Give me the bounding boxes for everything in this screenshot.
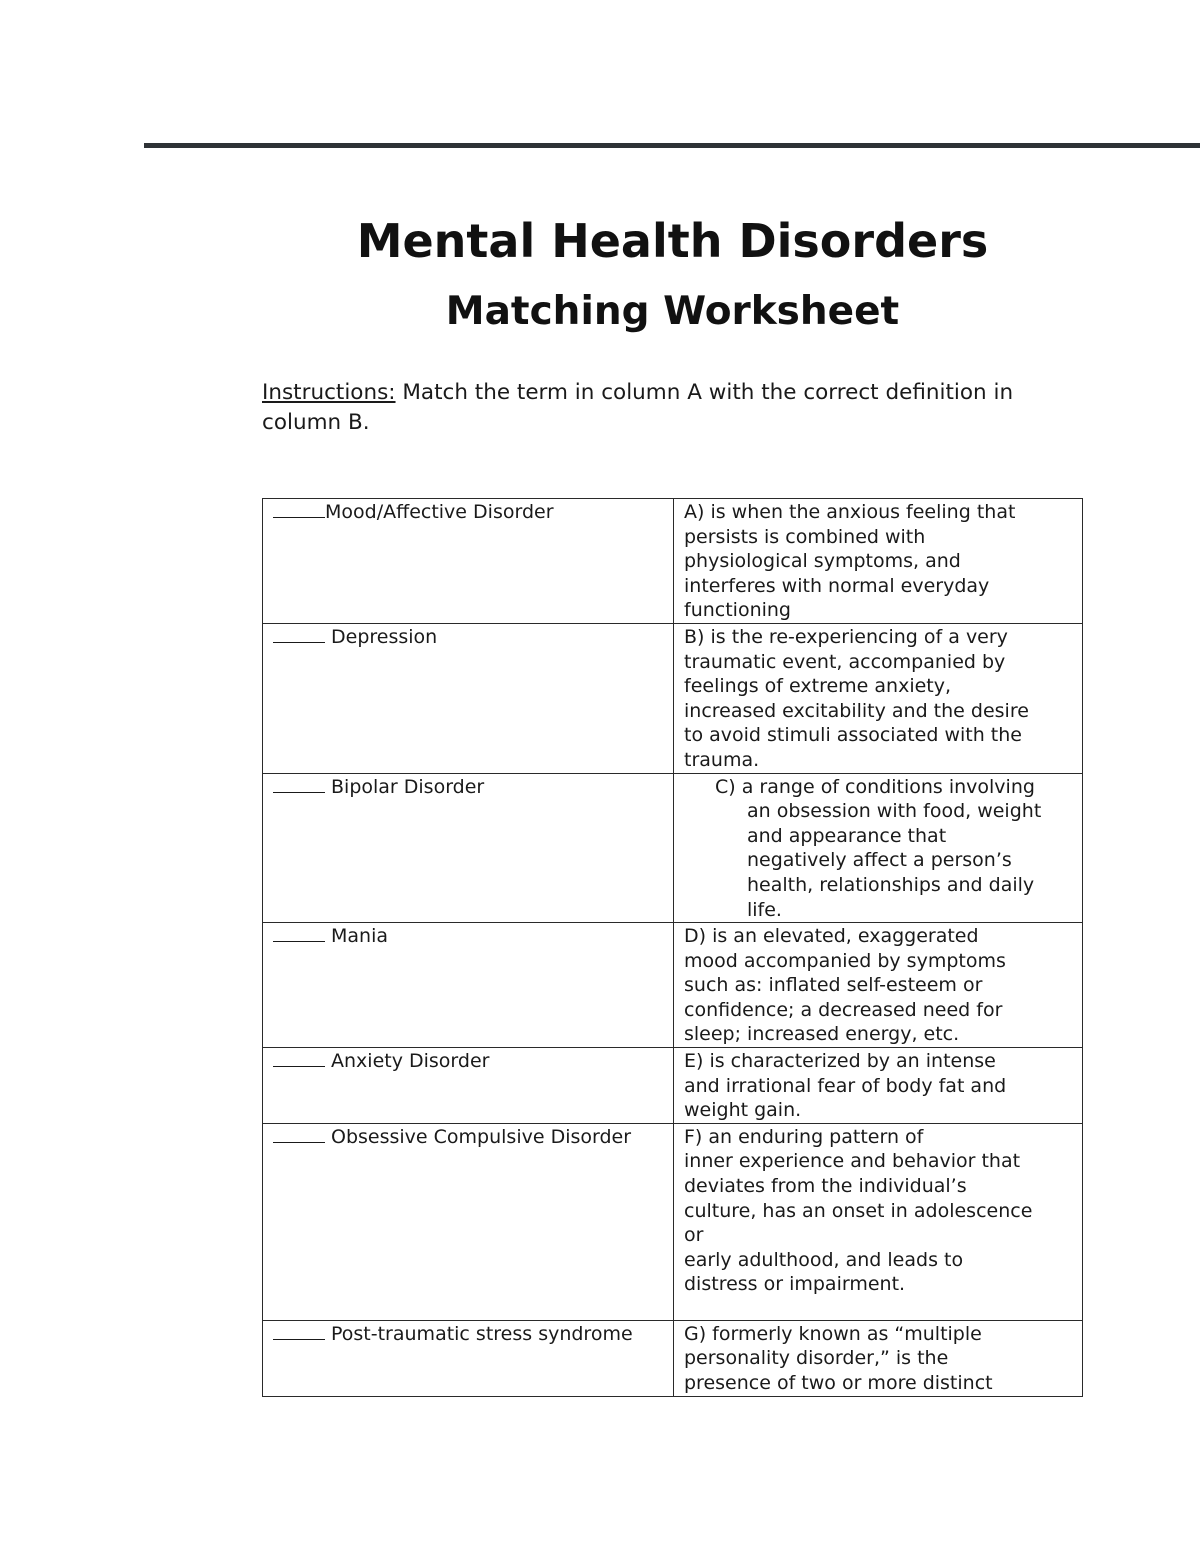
definition-cell bbox=[674, 499, 1083, 624]
answer-blank[interactable] bbox=[273, 1127, 325, 1143]
matching-table bbox=[262, 498, 1083, 1397]
definition-text: A) is when the anxious feeling that persists is combined with physiological symptoms, and interferes with normal everyday functioning bbox=[684, 501, 1016, 622]
worksheet-subtitle: Matching Worksheet bbox=[445, 289, 900, 334]
table-row bbox=[263, 923, 1083, 1048]
term-cell bbox=[263, 499, 674, 624]
definition-cell bbox=[674, 1123, 1083, 1320]
top-divider bbox=[144, 143, 1200, 148]
term-label: Obsessive Compulsive Disorder bbox=[331, 1125, 632, 1148]
table-row bbox=[263, 623, 1083, 773]
definition-text: F) an enduring pattern of inner experience and behavior that deviates from the individual’s culture, has an onset in adolescence or early adulthood, and leads to distress or impairment. bbox=[684, 1125, 1033, 1296]
table-row bbox=[263, 499, 1083, 624]
definition-cell bbox=[674, 623, 1083, 773]
answer-blank[interactable] bbox=[273, 502, 325, 518]
term-cell bbox=[263, 623, 674, 773]
term-cell bbox=[263, 923, 674, 1048]
term-label: Anxiety Disorder bbox=[331, 1050, 490, 1073]
term-label: Bipolar Disorder bbox=[331, 775, 485, 798]
worksheet-title: Mental Health Disorders bbox=[356, 214, 989, 268]
term-label: Depression bbox=[331, 625, 438, 648]
definition-cell bbox=[674, 1048, 1083, 1124]
definition-cell bbox=[674, 1320, 1083, 1396]
instructions-text: Match the term in column A with the correct definition in column B. bbox=[262, 380, 1014, 435]
table-row bbox=[263, 1320, 1083, 1396]
term-cell bbox=[263, 773, 674, 923]
definition-text: G) formerly known as “multiple personality disorder,” is the presence of two or more distinct bbox=[684, 1322, 993, 1395]
term-label: Mood/Affective Disorder bbox=[325, 501, 554, 523]
answer-blank[interactable] bbox=[273, 627, 325, 643]
definition-text: C) a range of conditions involving an obsession with food, weight and appearance that negatively affect a person’s health, relationships and daily life. bbox=[715, 775, 1042, 921]
term-cell bbox=[263, 1123, 674, 1320]
definition-text: D) is an elevated, exaggerated mood accompanied by symptoms such as: inflated self-esteem or confidence; a decreased need for sleep; increased energy, etc. bbox=[684, 925, 1006, 1046]
table-row bbox=[263, 773, 1083, 923]
definition-cell bbox=[674, 923, 1083, 1048]
definition-text: B) is the re-experiencing of a very traumatic event, accompanied by feelings of extreme anxiety, increased excitability and the desire to avoid stimuli associated with the trauma. bbox=[684, 625, 1029, 771]
term-cell bbox=[263, 1048, 674, 1124]
term-label: Post-traumatic stress syndrome bbox=[331, 1322, 633, 1345]
term-cell bbox=[263, 1320, 674, 1396]
table-row bbox=[263, 1123, 1083, 1320]
instructions bbox=[262, 378, 1022, 438]
instructions-label: Instructions: bbox=[262, 380, 396, 405]
answer-blank[interactable] bbox=[273, 1051, 325, 1067]
definition-text: E) is characterized by an intense and irrational fear of body fat and weight gain. bbox=[684, 1050, 1007, 1122]
definition-cell bbox=[674, 773, 1083, 923]
answer-blank[interactable] bbox=[273, 777, 325, 793]
answer-blank[interactable] bbox=[273, 926, 325, 942]
answer-blank[interactable] bbox=[273, 1324, 325, 1340]
table-row bbox=[263, 1048, 1083, 1124]
term-label: Mania bbox=[331, 925, 388, 948]
